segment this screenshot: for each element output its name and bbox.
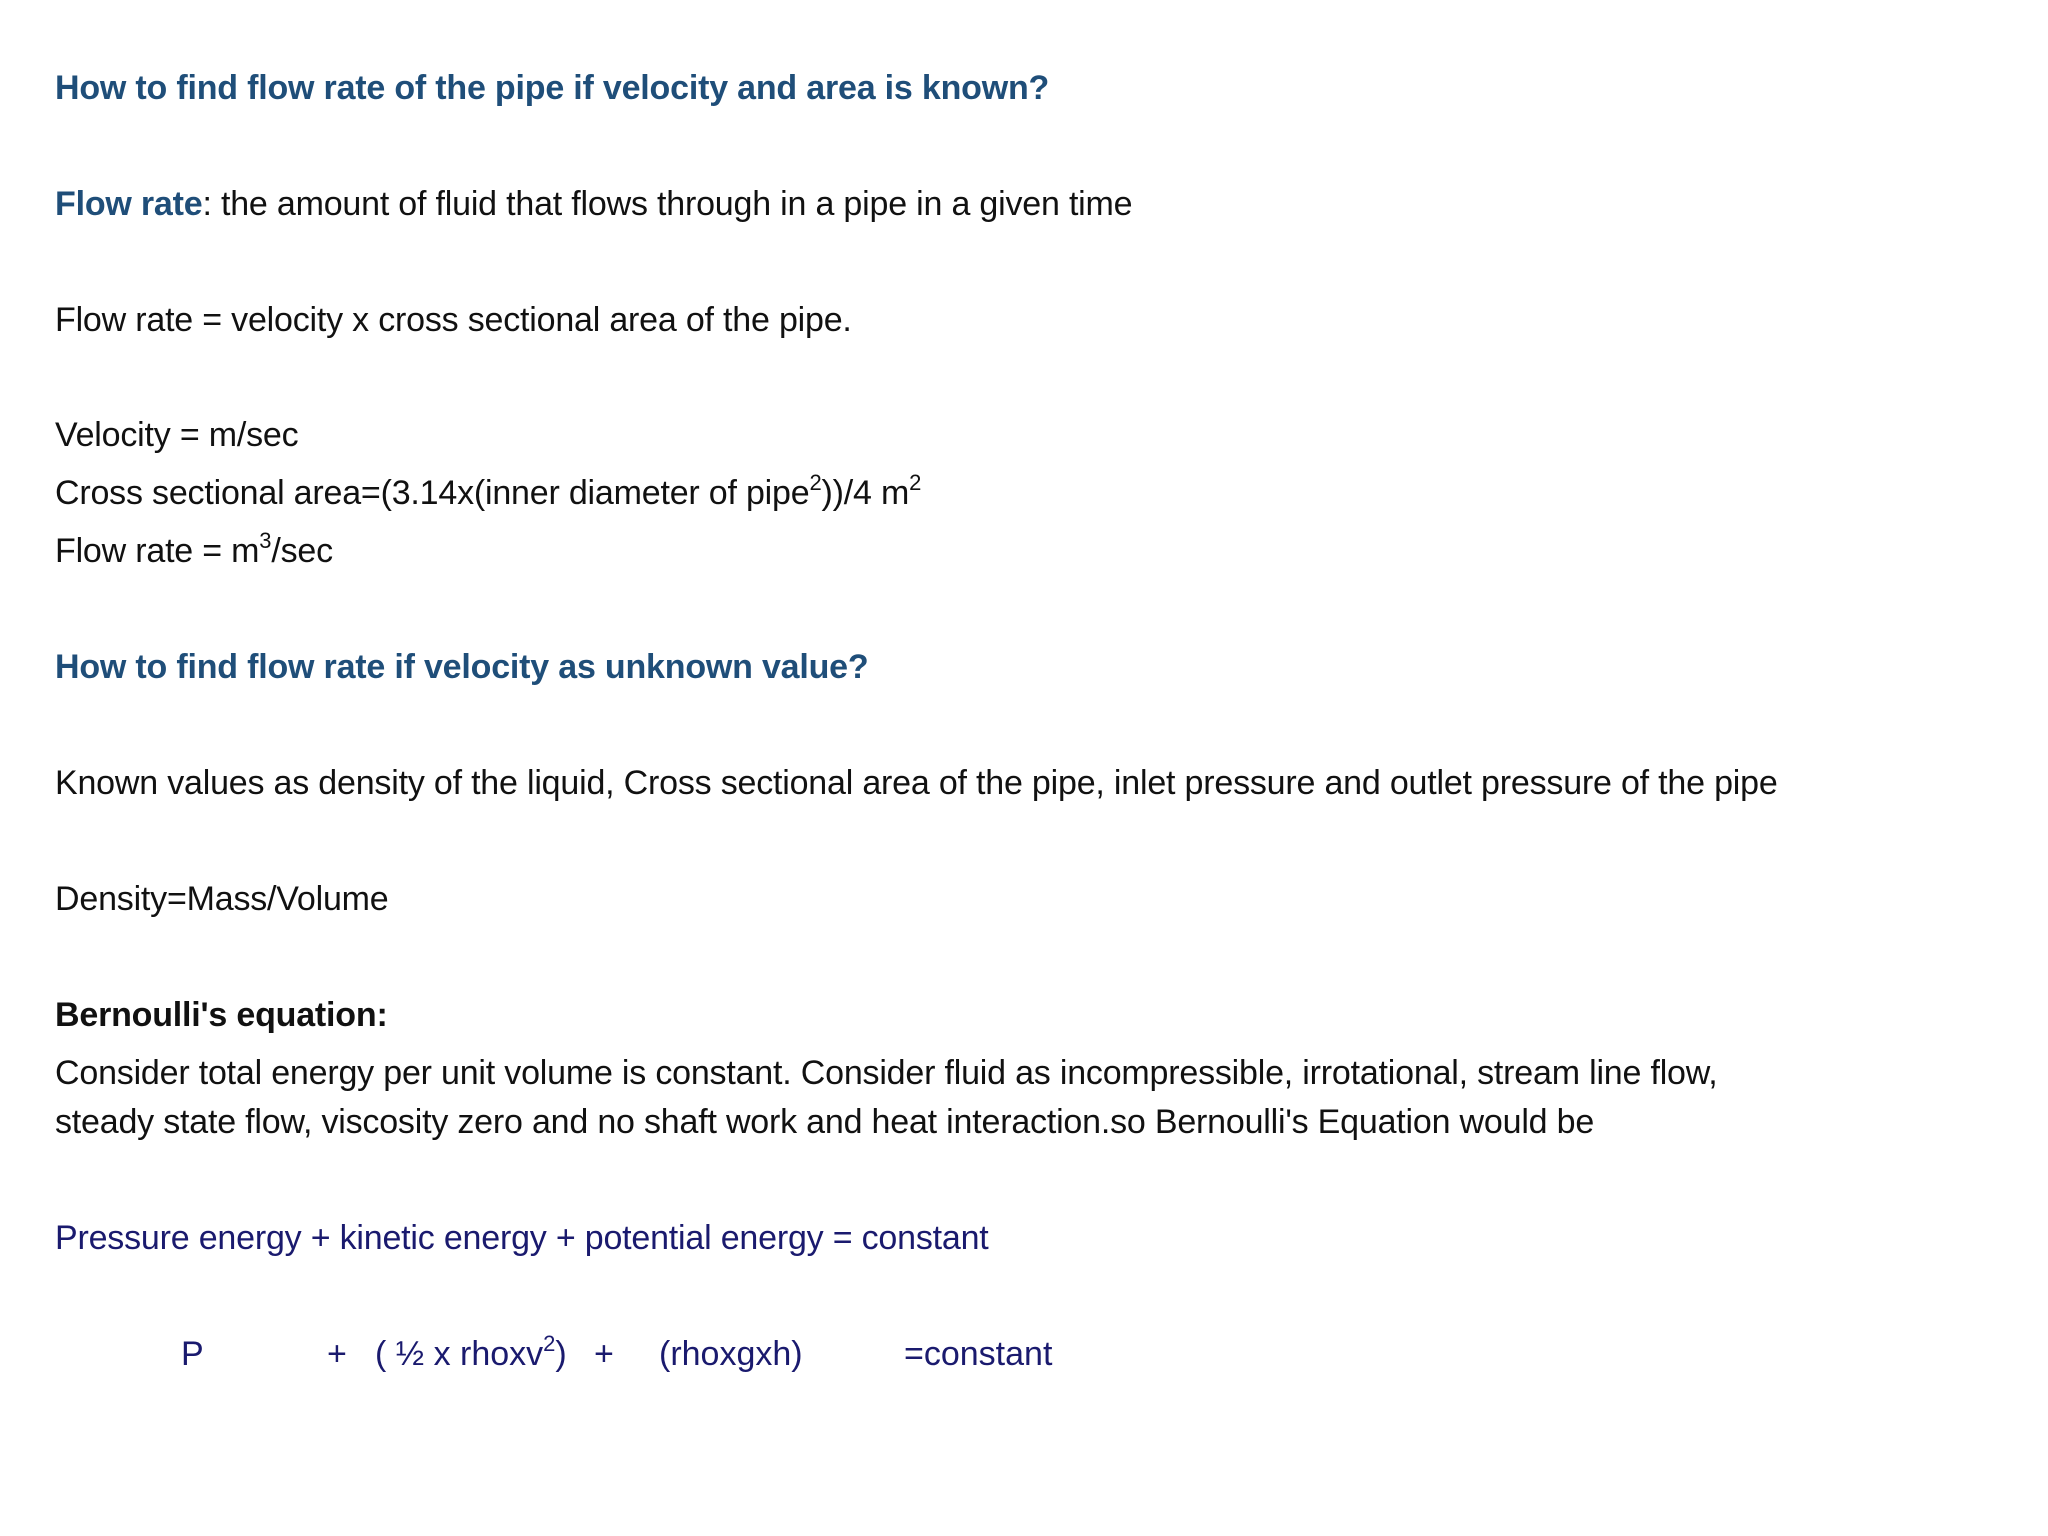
equation-plus-1: + [327, 1335, 347, 1373]
equation-potential-term: (rhoxgxh) [659, 1335, 803, 1373]
flow-unit-superscript: 3 [259, 528, 272, 553]
equation-constant: =constant [904, 1335, 1053, 1373]
area-superscript-1: 2 [809, 470, 822, 495]
equation-kinetic-term [375, 1332, 567, 1376]
kinetic-term-suffix: ) [555, 1335, 567, 1373]
energy-statement: Pressure energy + kinetic energy + potential energy = constant [55, 1219, 989, 1257]
flow-rate-unit [55, 529, 333, 573]
heading-velocity-unknown: How to find flow rate if velocity as unknown value? [55, 648, 869, 686]
density-formula: Density=Mass/Volume [55, 880, 389, 918]
bernoulli-description-line1: Consider total energy per unit volume is constant. Consider fluid as incompressible, irrotational, stream line flow, [55, 1054, 1718, 1092]
equation-pressure-term: P [181, 1335, 204, 1373]
area-superscript-2: 2 [909, 470, 922, 495]
flow-unit-prefix: Flow rate = m [55, 532, 260, 570]
flow-unit-suffix: /sec [271, 532, 333, 570]
velocity-unit: Velocity = m/sec [55, 416, 299, 454]
flow-rate-definition [55, 182, 1132, 226]
flow-rate-formula: Flow rate = velocity x cross sectional area of the pipe. [55, 301, 852, 339]
kinetic-term-superscript: 2 [543, 1331, 556, 1356]
heading-flow-rate-known: How to find flow rate of the pipe if velocity and area is known? [55, 69, 1050, 107]
flow-rate-definition-text: : the amount of fluid that flows through in a pipe in a given time [202, 185, 1133, 223]
cross-sectional-area-formula [55, 471, 921, 515]
bernoulli-title: Bernoulli's equation: [55, 996, 388, 1034]
flow-rate-term: Flow rate [55, 185, 203, 223]
area-formula-prefix: Cross sectional area=(3.14x(inner diameter of pipe [55, 474, 810, 512]
bernoulli-description-line2: steady state flow, viscosity zero and no shaft work and heat interaction.so Bernoulli's Equation would be [55, 1103, 1595, 1141]
area-formula-middle: ))/4 m [821, 474, 910, 512]
equation-plus-2: + [594, 1335, 614, 1373]
known-values-text: Known values as density of the liquid, Cross sectional area of the pipe, inlet pressure and outlet pressure of the pipe [55, 764, 1778, 802]
kinetic-term-prefix: ( ½ x rhoxv [375, 1335, 544, 1373]
